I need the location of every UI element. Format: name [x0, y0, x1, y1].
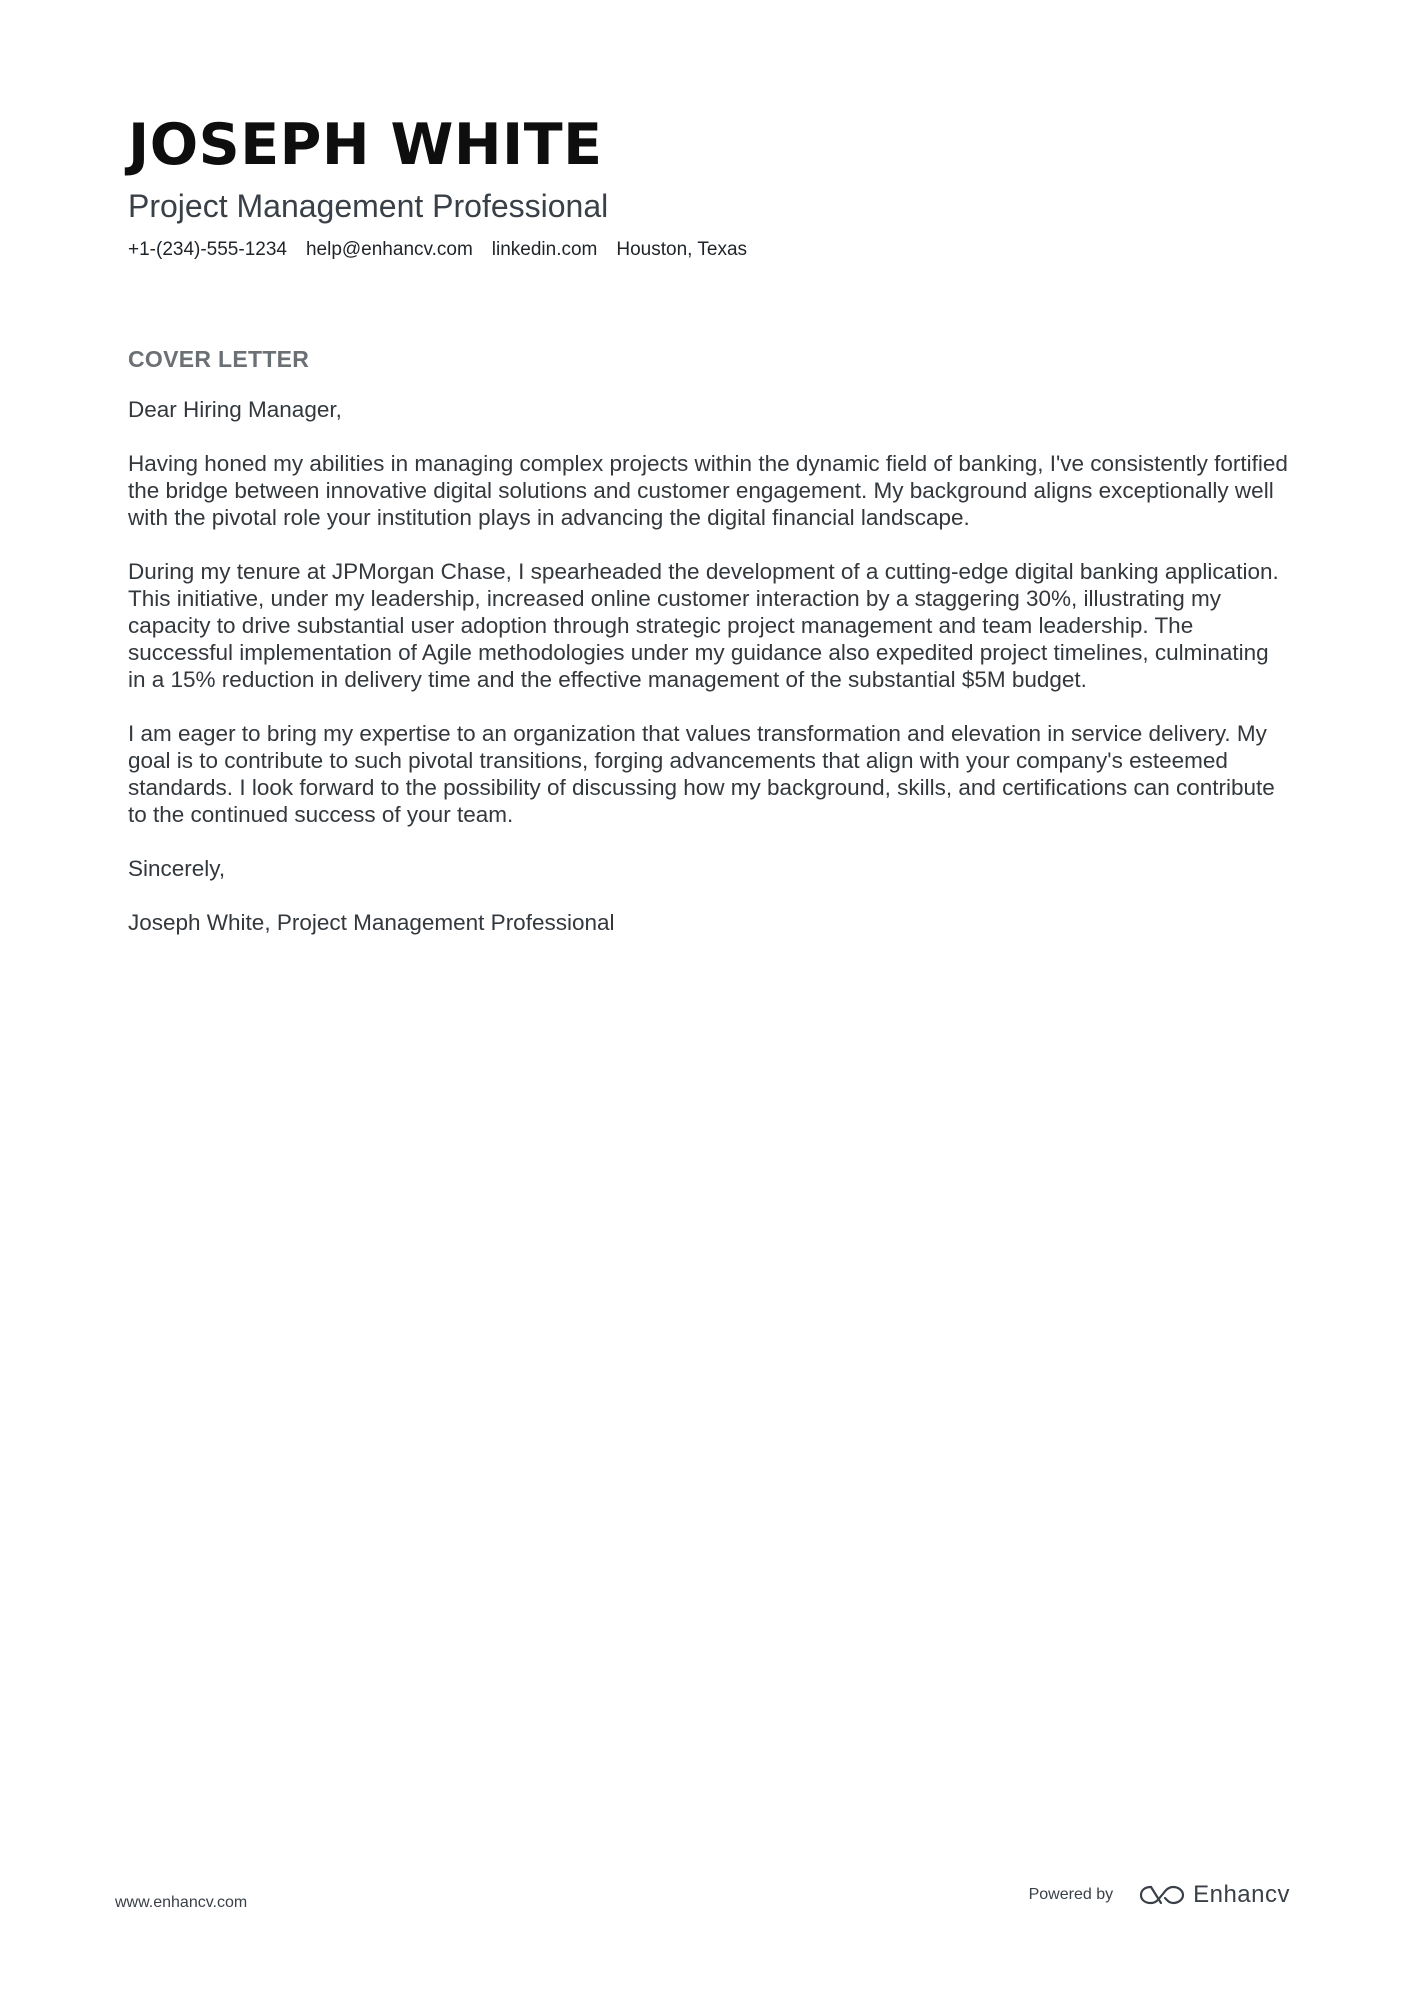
applicant-title: Project Management Professional	[128, 188, 609, 224]
footer-website[interactable]: www.enhancv.com	[115, 1894, 248, 1911]
letter-body	[128, 344, 1288, 963]
signature: Joseph White, Project Management Professional	[128, 910, 615, 935]
greeting: Dear Hiring Manager,	[128, 397, 342, 422]
contact-row	[128, 238, 1278, 262]
contact-linkedin[interactable]: linkedin.com	[491, 239, 598, 260]
header	[128, 108, 1278, 262]
paragraph-1: Having honed my abilities in managing complex projects within the dynamic field of banking, I've consistently fortified the bridge between innovative digital solutions and customer engagement. My background aligns exceptionally well with the pivotal role your institution plays in advancing the digital financial landscape.	[128, 451, 1288, 530]
paragraph-3: I am eager to bring my expertise to an organization that values transformation and elevation in service delivery. My goal is to contribute to such pivotal transitions, forging advancements that align with your company's esteemed standards. I look forward to the possibility of discussing how my background, skills, and certifications can contribute to the continued success of your team.	[128, 721, 1275, 827]
brand[interactable]	[1139, 1881, 1290, 1909]
contact-phone[interactable]: +1-(234)-555-1234	[128, 239, 287, 260]
paragraph-2: During my tenure at JPMorgan Chase, I spearheaded the development of a cutting-edge digital banking application. This initiative, under my leadership, increased online customer interaction by a staggering 30%, illustrating my capacity to drive substantial user adoption through strategic project management and team leadership. The successful implementation of Agile methodologies under my guidance also expedited project timelines, culminating in a 15% reduction in delivery time and the effective management of the substantial $5M budget.	[128, 559, 1279, 692]
contact-email[interactable]: help@enhancv.com	[305, 239, 473, 260]
powered-by-label: Powered by	[1028, 1886, 1114, 1903]
contact-location: Houston, Texas	[616, 239, 748, 260]
brand-name: Enhancv	[1193, 1881, 1290, 1908]
applicant-name: JOSEPH WHITE	[128, 112, 603, 178]
footer-branding[interactable]	[1029, 1881, 1290, 1909]
closing: Sincerely,	[128, 856, 226, 881]
enhancv-logo-icon	[1139, 1883, 1185, 1907]
section-heading: COVER LETTER	[128, 346, 310, 372]
